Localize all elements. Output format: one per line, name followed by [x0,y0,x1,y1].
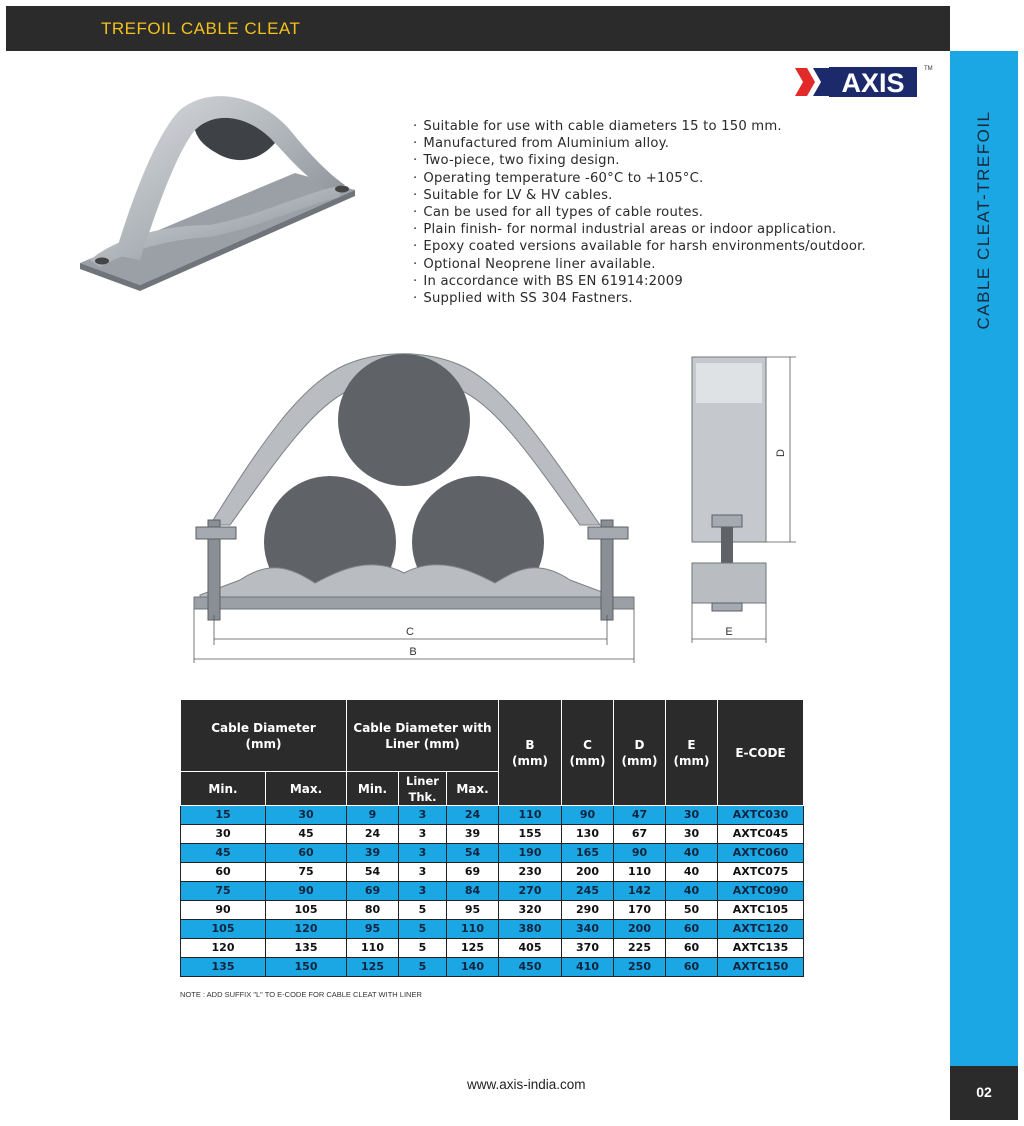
cell-liner-thk: 3 [399,882,447,901]
cell-liner-thk: 5 [399,901,447,920]
cell-liner-max: 125 [447,939,499,958]
subheader-min: Min. [181,772,266,806]
footer-website: www.axis-india.com [467,1077,586,1092]
feature-item: · Suitable for LV & HV cables. [413,187,866,204]
cell-min: 60 [181,863,266,882]
cell-ecode: AXTC105 [718,901,804,920]
cell-c: 130 [562,825,614,844]
cell-min: 90 [181,901,266,920]
cell-ecode: AXTC090 [718,882,804,901]
cell-b: 405 [499,939,562,958]
feature-item: · Supplied with SS 304 Fastners. [413,290,866,307]
cell-c: 200 [562,863,614,882]
cell-min: 120 [181,939,266,958]
cell-ecode: AXTC075 [718,863,804,882]
cell-liner-thk: 3 [399,825,447,844]
header-cable-diameter: Cable Diameter (mm) [181,700,347,772]
cell-b: 190 [499,844,562,863]
cell-liner-thk: 5 [399,920,447,939]
dim-label-b: B [409,646,417,658]
cell-max: 45 [266,825,347,844]
dim-label-c: C [406,626,414,638]
cell-e: 60 [666,920,718,939]
cell-b: 450 [499,958,562,977]
axis-logo [793,62,938,102]
cell-max: 75 [266,863,347,882]
feature-list [413,118,866,307]
table-body [181,806,804,977]
table-row [181,958,804,977]
cell-c: 90 [562,806,614,825]
cell-e: 30 [666,825,718,844]
header-cable-diameter-liner: Cable Diameter with Liner (mm) [347,700,499,772]
cell-c: 165 [562,844,614,863]
cell-ecode: AXTC030 [718,806,804,825]
logo-tm: TM [924,66,933,72]
fixing-hole-left [95,258,109,265]
fixing-hole-right [335,186,349,193]
page-number-box [950,1066,1018,1120]
front-base-plate [194,597,634,609]
cell-c: 370 [562,939,614,958]
feature-item: · Optional Neoprene liner available. [413,256,866,273]
cell-d: 225 [614,939,666,958]
cell-b: 230 [499,863,562,882]
cell-c: 245 [562,882,614,901]
cleat-isometric-image [60,85,380,305]
page-title: TREFOIL CABLE CLEAT [101,19,301,38]
cell-ecode: AXTC120 [718,920,804,939]
cell-b: 110 [499,806,562,825]
cell-b: 380 [499,920,562,939]
cell-liner-max: 69 [447,863,499,882]
cell-liner-thk: 3 [399,806,447,825]
logo-text: AXIS [841,68,905,98]
feature-item: · Manufactured from Aluminium alloy. [413,135,866,152]
side-base-nut [712,603,742,611]
table-row [181,806,804,825]
cell-liner-min: 95 [347,920,399,939]
cell-min: 45 [181,844,266,863]
cell-d: 250 [614,958,666,977]
cell-min: 15 [181,806,266,825]
cell-d: 90 [614,844,666,863]
front-view-drawing [180,345,650,665]
cell-liner-min: 69 [347,882,399,901]
cell-ecode: AXTC060 [718,844,804,863]
subheader-max: Max. [266,772,347,806]
cell-liner-min: 80 [347,901,399,920]
table-row [181,825,804,844]
header-e: E (mm) [666,700,718,806]
cell-d: 67 [614,825,666,844]
cell-liner-max: 24 [447,806,499,825]
subheader-liner-max: Max. [447,772,499,806]
table-header-row [181,700,804,772]
table-row [181,863,804,882]
cell-liner-max: 39 [447,825,499,844]
cell-e: 60 [666,958,718,977]
side-strap-highlight [696,363,762,403]
feature-item: · Epoxy coated versions available for harsh environments/outdoor. [413,238,866,255]
page-number: 02 [976,1084,992,1100]
table-row [181,920,804,939]
cell-ecode: AXTC150 [718,958,804,977]
header-c: C (mm) [562,700,614,806]
dim-label-e: E [725,626,733,638]
cell-liner-min: 39 [347,844,399,863]
header-ecode: E-CODE [718,700,804,806]
cell-c: 290 [562,901,614,920]
cell-b: 270 [499,882,562,901]
cell-liner-max: 110 [447,920,499,939]
cell-max: 90 [266,882,347,901]
side-view-drawing [680,345,800,645]
feature-item: · Can be used for all types of cable routes. [413,204,866,221]
cell-liner-min: 9 [347,806,399,825]
side-nut [712,515,742,527]
cable-top [338,354,470,486]
feature-item: · Two-piece, two fixing design. [413,152,866,169]
cell-d: 200 [614,920,666,939]
cell-c: 410 [562,958,614,977]
cell-liner-thk: 5 [399,939,447,958]
cell-ecode: AXTC045 [718,825,804,844]
side-category-label: CABLE CLEAT-TREFOIL [974,110,993,330]
nut-right [588,527,628,539]
cell-d: 142 [614,882,666,901]
cell-liner-max: 140 [447,958,499,977]
cell-liner-min: 110 [347,939,399,958]
header-b: B (mm) [499,700,562,806]
table-row [181,901,804,920]
cell-min: 135 [181,958,266,977]
table-note: NOTE : ADD SUFFIX "L" TO E-CODE FOR CABLE CLEAT WITH LINER [180,990,422,999]
table-row [181,882,804,901]
cell-d: 170 [614,901,666,920]
dim-label-d: D [775,449,787,457]
cell-max: 60 [266,844,347,863]
spec-table [180,699,804,977]
cell-max: 150 [266,958,347,977]
cell-liner-min: 54 [347,863,399,882]
cell-d: 110 [614,863,666,882]
cell-liner-thk: 3 [399,844,447,863]
cell-liner-thk: 3 [399,863,447,882]
subheader-liner-thk: Liner Thk. [399,772,447,806]
header-d: D (mm) [614,700,666,806]
cell-e: 60 [666,939,718,958]
cell-d: 47 [614,806,666,825]
cell-liner-thk: 5 [399,958,447,977]
cell-min: 105 [181,920,266,939]
cell-b: 320 [499,901,562,920]
cell-liner-min: 125 [347,958,399,977]
cell-min: 75 [181,882,266,901]
cell-max: 120 [266,920,347,939]
cell-ecode: AXTC135 [718,939,804,958]
cell-e: 40 [666,844,718,863]
subheader-liner-min: Min. [347,772,399,806]
cell-e: 40 [666,863,718,882]
feature-item: · Operating temperature -60°C to +105°C. [413,170,866,187]
feature-item: · In accordance with BS EN 61914:2009 [413,273,866,290]
nut-left [196,527,236,539]
feature-item: · Plain finish- for normal industrial areas or indoor application. [413,221,866,238]
cell-min: 30 [181,825,266,844]
header-bar [6,6,950,51]
table-row [181,939,804,958]
cell-b: 155 [499,825,562,844]
table-row [181,844,804,863]
cell-liner-max: 84 [447,882,499,901]
cell-e: 50 [666,901,718,920]
feature-item: · Suitable for use with cable diameters 15 to 150 mm. [413,118,866,135]
cell-e: 30 [666,806,718,825]
cell-max: 135 [266,939,347,958]
cell-max: 30 [266,806,347,825]
cell-max: 105 [266,901,347,920]
cell-c: 340 [562,920,614,939]
side-base [692,563,766,603]
cell-liner-max: 95 [447,901,499,920]
cell-e: 40 [666,882,718,901]
cell-liner-min: 24 [347,825,399,844]
cell-liner-max: 54 [447,844,499,863]
